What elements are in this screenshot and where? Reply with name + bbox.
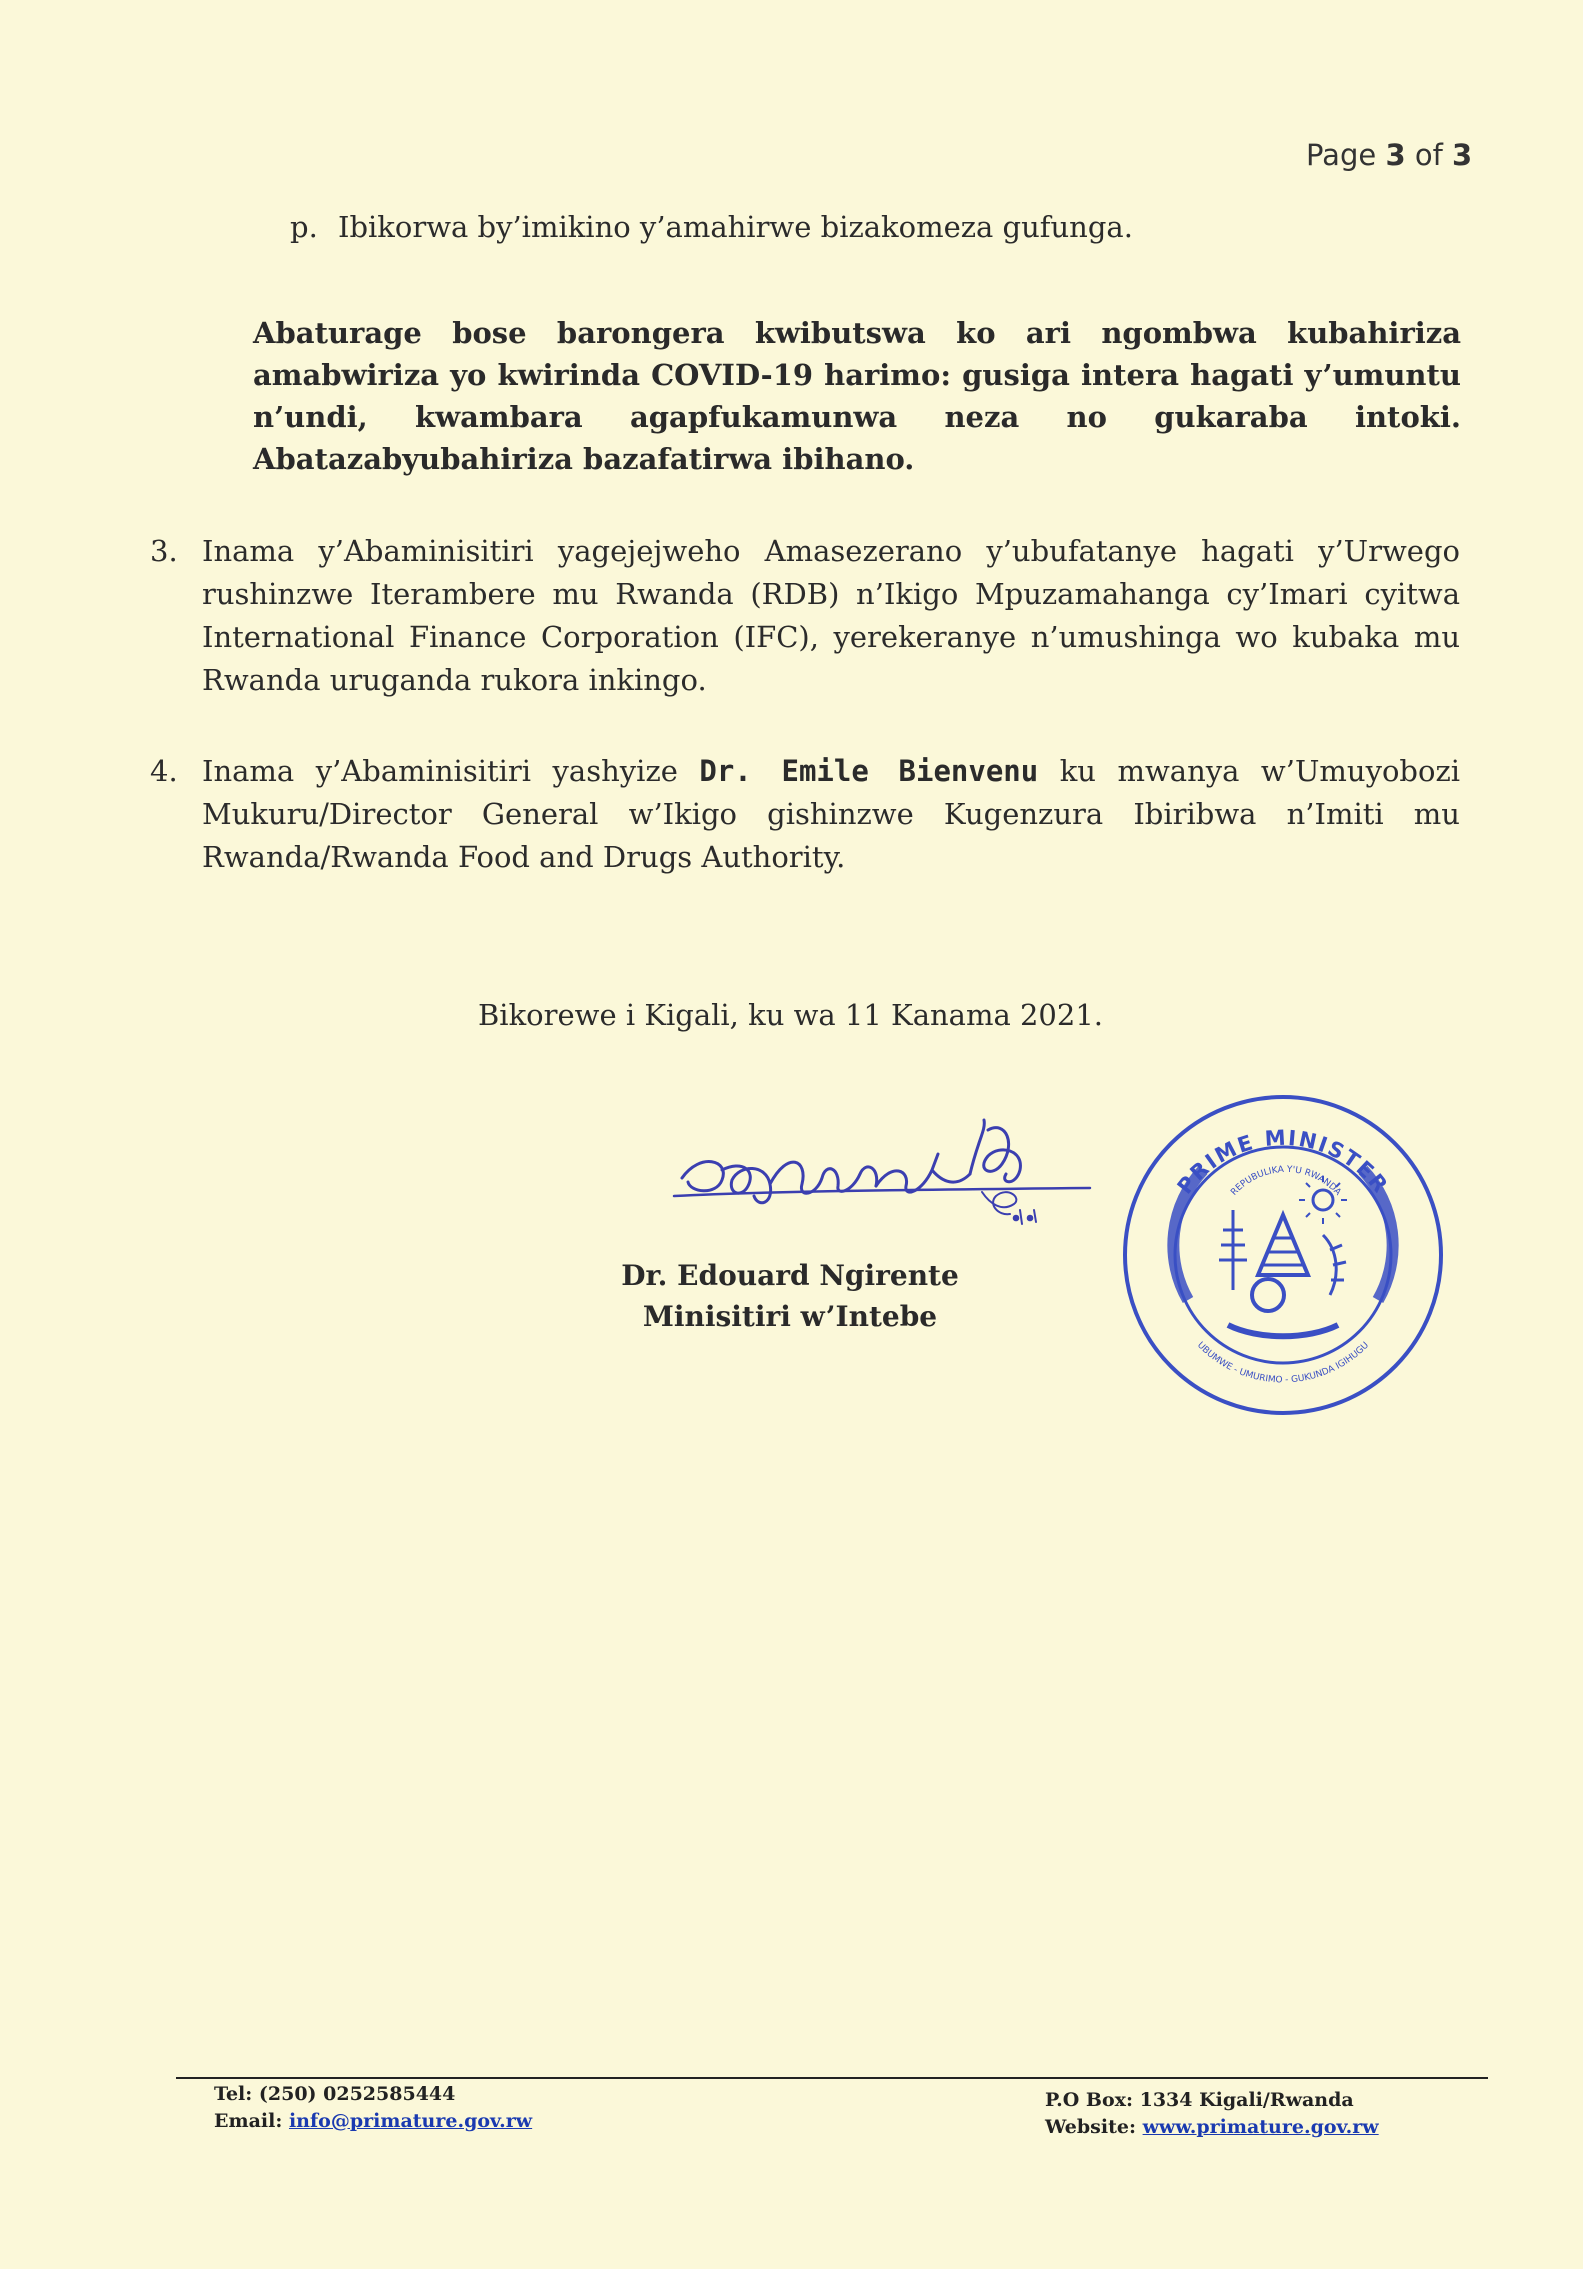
numbered-item-4 — [150, 750, 1460, 879]
tel-label: Tel: — [214, 2083, 253, 2105]
list-item-text: Ibikorwa by’imikino y’amahirwe bizakomeza gufunga. — [338, 210, 1133, 244]
item-number: 3. — [150, 534, 178, 568]
seal-inner-text: REPUBULIKA Y'U RWANDA — [1229, 1164, 1343, 1198]
item-text-before: Inama y’Abaminisitiri yashyize — [202, 754, 700, 788]
footer-pobox — [1045, 2087, 1379, 2114]
signatory-title: Minisitiri w’Intebe — [642, 1300, 938, 1333]
pobox-value: 1334 Kigali/Rwanda — [1133, 2089, 1354, 2111]
item-number: 4. — [150, 754, 178, 788]
numbered-item-3 — [150, 530, 1460, 702]
seal-bottom-text: UBUMWE - UMURIMO - GUKUNDA IGIHUGU — [1194, 1340, 1372, 1386]
pobox-label: P.O Box: — [1045, 2089, 1133, 2111]
item-text: Inama y’Abaminisitiri yagejejweho Amasezerano y’ubufatanye hagati y’Urwego rushinzwe Iterambere mu Rwanda (RDB) n’Ikigo Mpuzamahanga cy’Imari cyitwa International Finance Corporation (IFC), yerekeranye n’umushinga wo kubaka mu Rwanda uruganda rukora inkingo. — [202, 534, 1460, 697]
appointee-name: Dr. Emile Bienvenu — [699, 754, 1039, 788]
page-number-current: 3 — [1385, 138, 1406, 172]
seal-top-text: PRIME MINISTER — [1172, 1125, 1394, 1199]
handwritten-signature — [670, 1100, 1100, 1250]
list-item-p — [290, 210, 1133, 244]
signatory-name: Dr. Edouard Ngirente — [621, 1259, 959, 1292]
footer-contact-left — [214, 2081, 532, 2135]
page-number-prefix: Page — [1306, 138, 1386, 172]
page-number-mid: of — [1405, 138, 1453, 172]
website-link[interactable]: www.primature.gov.rw — [1142, 2116, 1379, 2138]
footer-divider — [176, 2077, 1488, 2079]
item-text — [202, 750, 1460, 879]
email-label: Email: — [214, 2110, 289, 2132]
place-date: Bikorewe i Kigali, ku wa 11 Kanama 2021. — [478, 998, 1103, 1032]
signatory-block — [560, 1255, 1020, 1337]
website-label: Website: — [1045, 2116, 1143, 2138]
footer-website — [1045, 2114, 1379, 2141]
footer-tel — [214, 2081, 532, 2108]
svg-text:REPUBULIKA Y'U RWANDA — [1229, 1165, 1343, 1198]
footer-email — [214, 2108, 532, 2135]
svg-text:PRIME MINISTER — [1173, 1126, 1394, 1199]
covid-reminder-paragraph: Abaturage bose barongera kwibutswa ko ari ngombwa kubahiriza amabwiriza yo kwirinda COVID-19 harimo: gusiga intera hagati y’umuntu n’undi, kwambara agapfukamunwa neza no gukaraba intoki. Abatazabyubahiriza bazafatirwa ibihano. — [253, 316, 1461, 476]
tel-value: (250) 0252585444 — [252, 2083, 456, 2105]
page-number — [1306, 138, 1472, 172]
item-text-after: ku mwanya w’Umuyobozi Mukuru/Director General w’Ikigo gishinzwe Kugenzura Ibiribwa n’Imiti mu Rwanda/Rwanda Food and Drugs Authority. — [202, 754, 1460, 874]
footer-contact-right — [1045, 2087, 1379, 2141]
email-link[interactable]: info@primature.gov.rw — [288, 2110, 533, 2132]
list-item-label: p. — [290, 210, 318, 244]
page-number-total: 3 — [1452, 138, 1473, 172]
prime-minister-seal — [1118, 1090, 1448, 1420]
